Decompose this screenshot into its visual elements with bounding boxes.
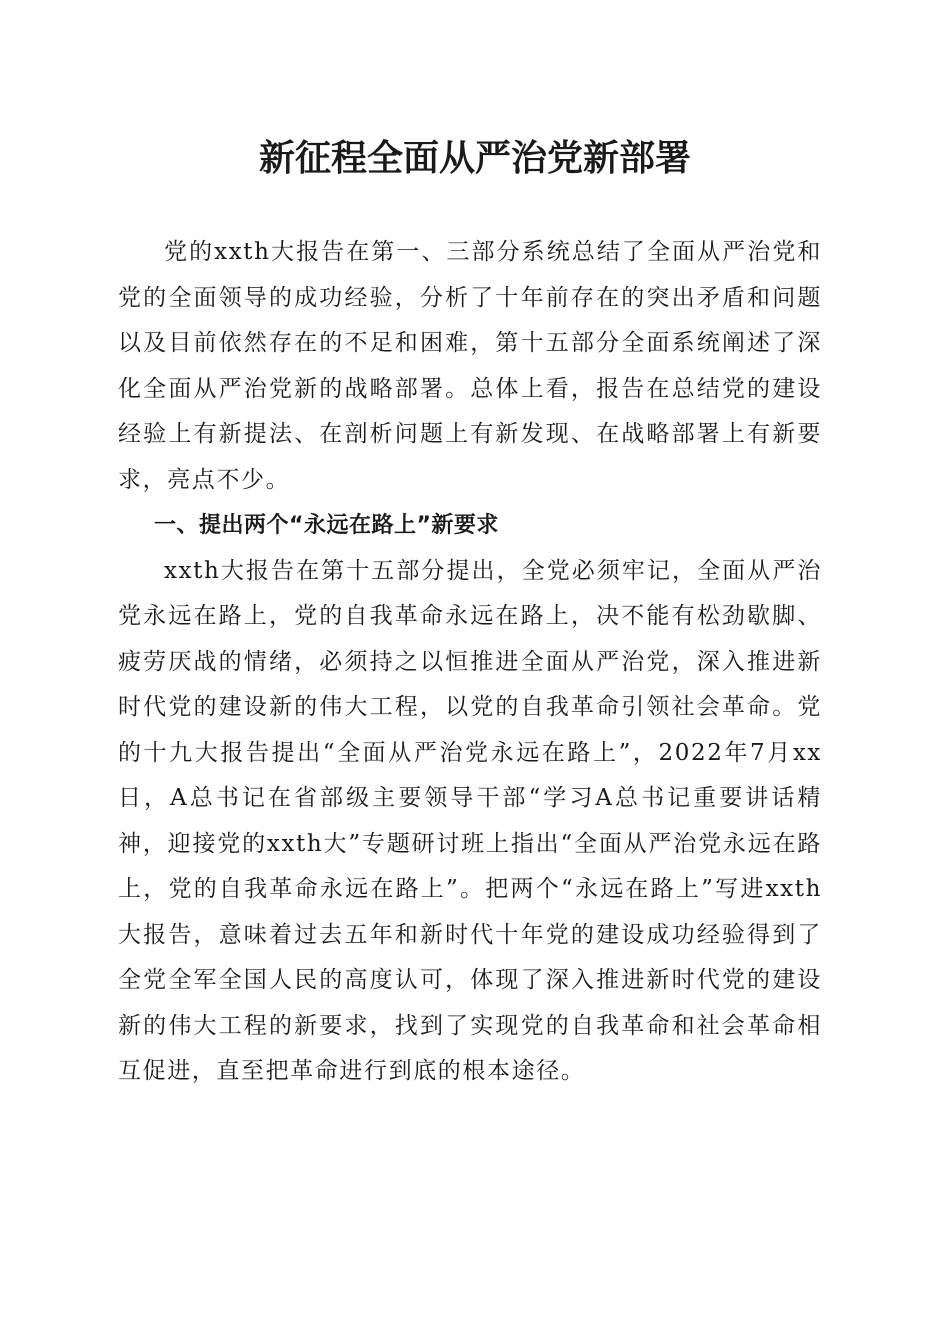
document-body bbox=[118, 230, 822, 1095]
paragraph-section-1: xxth大报告在第十五部分提出，全党必须牢记，全面从严治党永远在路上，党的自我革命永远在路上，决不能有松劲歇脚、疲劳厌战的情绪，必须持之以恒推进全面从严治党，深入推进新时代党的建设新的伟大工程，以党的自我革命引领社会革命。党的十九大报告提出“全面从严治党永远在路上”，2022年7月xx日，A总书记在省部级主要领导干部“学习A总书记重要讲话精神，迎接党的xxth大”专题研讨班上指出“全面从严治党永远在路上，党的自我革命永远在路上”。把两个“永远在路上”写进xxth大报告，意味着过去五年和新时代十年党的建设成功经验得到了全党全军全国人民的高度认可，体现了深入推进新时代党的建设新的伟大工程的新要求，找到了实现党的自我革命和社会革命相互促进，直至把革命进行到底的根本途径。 bbox=[118, 557, 822, 1084]
document-title: 新征程全面从严治党新部署 bbox=[258, 137, 691, 179]
paragraph-intro: 党的xxth大报告在第一、三部分系统总结了全面从严治党和党的全面领导的成功经验，分析了十年前存在的突出矛盾和问题以及目前依然存在的不足和困难，第十五部分全面系统阐述了深化全面从严治党新的战略部署。总体上看，报告在总结党的建设经验上有新提法、在剖析问题上有新发现、在战略部署上有新要求，亮点不少。 bbox=[118, 239, 822, 493]
section-heading: 一、提出两个“永远在路上”新要求 bbox=[154, 513, 499, 538]
